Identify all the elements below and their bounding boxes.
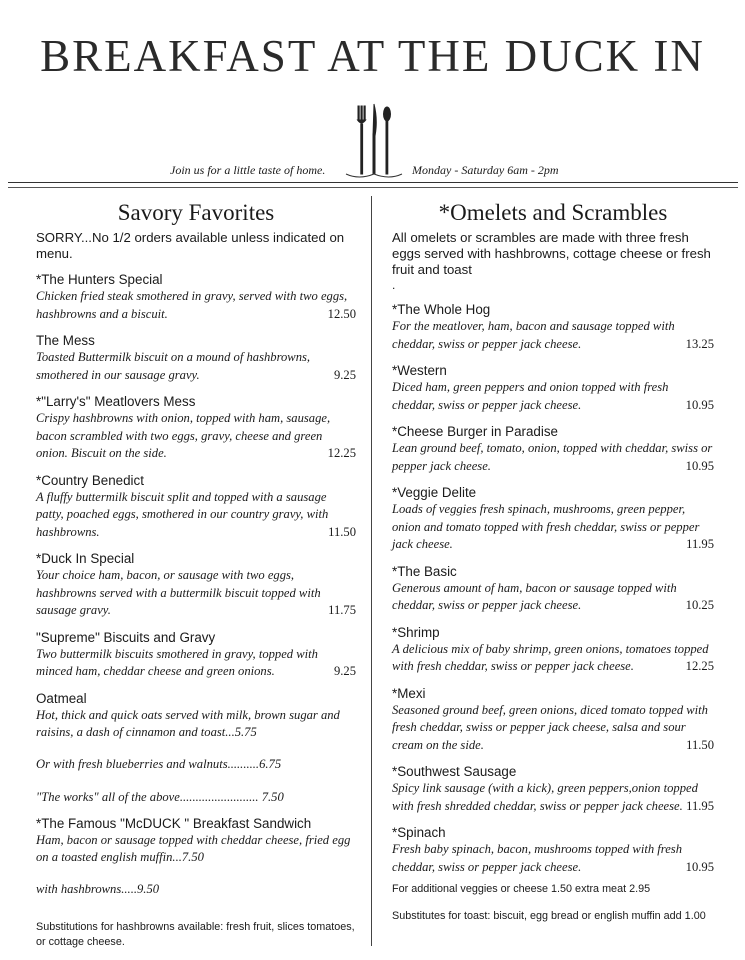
item-price: 11.95 [686,537,714,551]
item-desc: Two buttermilk biscuits smothered in gravy, topped with minced ham, cheddar cheese and green onions. 9.25 [36,646,356,681]
tagline: Join us for a little taste of home. [170,163,326,177]
menu-item [392,824,714,876]
menu-item [36,550,356,620]
section-heading: Savory Favorites [117,200,275,225]
stray-dot: . [392,278,396,292]
item-price: 11.75 [328,603,356,617]
item-price: 9.25 [333,664,356,678]
item-name: *The Whole Hog [392,302,491,317]
hours: Monday - Saturday 6am - 2pm [412,163,559,177]
item-name: *"Larry's" Meatlovers Mess [36,394,196,409]
column-divider [371,196,372,946]
item-price: 10.95 [685,397,714,412]
item-name: *Shrimp [392,624,440,640]
item-name: *Western [392,363,447,378]
item-price: 10.95 [685,859,714,874]
item-desc: Toasted Buttermilk biscuit on a mound of hashbrowns, smothered in our sausage gravy. 9.25 [36,349,356,384]
item-desc: A fluffy buttermilk biscuit split and topped with a sausage patty, poached eggs, smothered in our country gravy, with hashbrowns. 11.50 [36,489,356,542]
toast-substitutes-note: Substitutes for toast: biscuit, egg bread or english muffin add 1.00 [392,910,706,922]
item-desc: Hot, thick and quick oats served with milk, brown sugar and raisins, a dash of cinnamon and toast...5.75 [36,707,340,739]
header-divider [8,182,738,183]
item-price: 11.50 [686,737,714,752]
menu-item-sandwich [36,815,356,898]
item-desc: A delicious mix of baby shrimp, green onions, tomatoes topped with fresh cheddar, swiss or pepper jack cheese. 12.25 [392,641,714,676]
fork-knife-spoon-icon [344,100,404,180]
item-desc: Lean ground beef, tomato, onion, topped with cheddar, swiss or pepper jack cheese. 10.95 [392,440,714,475]
item-name: *Spinach [392,825,446,840]
menu-item [36,472,356,542]
item-option: Or with fresh blueberries and walnuts..........6.75 [36,756,282,771]
item-price: 11.50 [328,524,356,539]
menu-item [36,629,356,681]
item-name: "Supreme" Biscuits and Gravy [36,629,216,645]
item-desc: Spicy link sausage (with a kick), green peppers,onion topped with fresh shredded cheddar, swiss or pepper jack cheese. 11.95 [392,780,714,815]
item-price: 12.25 [327,446,356,460]
omelets-section [392,200,714,924]
item-price: 10.95 [685,458,714,473]
item-name: *Country Benedict [36,472,144,488]
item-name: *Cheese Burger in Paradise [392,424,558,439]
item-name: *The Basic [392,563,457,579]
item-name: *Mexi [392,685,426,701]
section-heading: *Omelets and Scrambles [438,200,668,225]
menu-item [36,271,356,323]
menu-item [392,685,714,755]
menu-title: BREAKFAST AT THE DUCK IN [40,31,705,81]
item-name: Oatmeal [36,690,87,706]
item-name: *Southwest Sausage [392,764,517,779]
savory-favorites-section [36,200,356,950]
item-desc: Seasoned ground beef, green onions, diced tomato topped with fresh cheddar, swiss or pepper jack cheese, salsa and sour cream on the side. 11.50 [392,702,714,755]
item-price: 11.95 [686,798,714,813]
menu-item [392,301,714,353]
item-desc: Diced ham, green peppers and onion topped with fresh cheddar, swiss or pepper jack cheese. 10.95 [392,379,714,414]
section-note: All omelets or scrambles are made with three fresh eggs served with hashbrowns, cottage cheese or fresh fruit and toast [392,230,711,277]
menu-item [392,362,714,414]
substitutions-note: Substitutions for hashbrowns available: fresh fruit, slices tomatoes, or cottage cheese. [36,920,355,948]
item-name: *Veggie Delite [392,485,477,500]
menu-item [392,624,714,676]
item-desc: Ham, bacon or sausage topped with cheddar cheese, fried egg on a toasted english muffin...7.50 [36,832,351,864]
menu-item [392,423,714,475]
extra-note: For additional veggies or cheese 1.50 extra meat 2.95 [392,883,651,895]
item-desc: Chicken fried steak smothered in gravy, served with two eggs, hashbrowns and a biscuit. 12.50 [36,288,356,323]
menu-item [392,563,714,615]
item-desc: Crispy hashbrowns with onion, topped with ham, sausage, bacon scrambled with two eggs, gravy, cheese and green onion. Biscuit on the side. 12.25 [36,410,356,463]
menu-item [392,484,714,554]
item-price: 12.25 [685,659,714,673]
menu-item [36,332,356,384]
item-desc: For the meatlover, ham, bacon and sausage topped with cheddar, swiss or pepper jack cheese. 13.25 [392,318,714,353]
menu-item [392,763,714,815]
item-price: 12.50 [327,306,356,321]
item-name: *The Hunters Special [36,272,163,287]
item-price: 10.25 [685,598,714,612]
item-desc: Fresh baby spinach, bacon, mushrooms topped with fresh cheddar, swiss or pepper jack cheese. 10.95 [392,841,714,876]
item-option: "The works" all of the above......................... 7.50 [36,789,284,804]
item-option: with hashbrowns.....9.50 [36,881,160,896]
item-name: *Duck In Special [36,551,135,566]
menu-item-oatmeal [36,690,356,806]
item-name: The Mess [36,333,95,348]
header-divider-2 [8,187,738,188]
item-price: 13.25 [685,336,714,351]
section-note: SORRY...No 1/2 orders available unless indicated on menu. [36,230,345,261]
item-name: *The Famous "McDUCK " Breakfast Sandwich [36,815,312,831]
menu-item [36,393,356,463]
item-desc: Your choice ham, bacon, or sausage with two eggs, hashbrowns served with a buttermilk biscuit topped with sausage gravy. 11.75 [36,567,356,620]
item-price: 9.25 [333,367,356,382]
item-desc: Generous amount of ham, bacon or sausage topped with cheddar, swiss or pepper jack cheese. 10.25 [392,580,714,615]
item-desc: Loads of veggies fresh spinach, mushrooms, green pepper, onion and tomato topped with fresh cheddar, swiss or pepper jack cheese. 11.95 [392,501,714,554]
